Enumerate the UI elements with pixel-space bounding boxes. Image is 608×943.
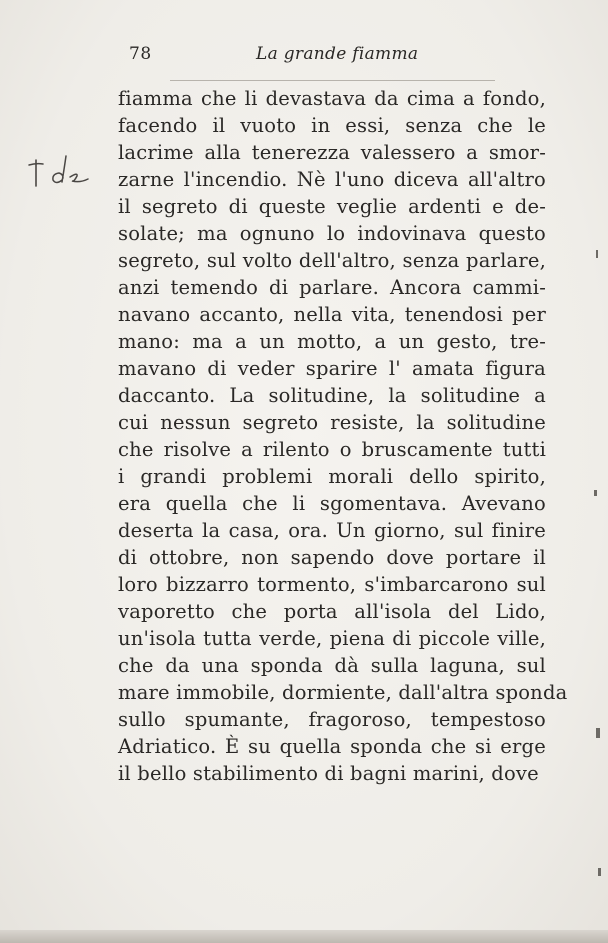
edge-mark — [596, 728, 600, 738]
text-line-19: loro bizzarro tormento, s'imbarcarono sul — [118, 573, 546, 596]
text-line-13: cui nessun segreto resiste, la solitudine — [118, 411, 546, 434]
text-line-9: navano accanto, nella vita, tenendosi per — [118, 303, 546, 326]
text-line-8: anzi temendo di parlare. Ancora cammi- — [118, 276, 546, 299]
handwriting-drawing — [26, 152, 96, 192]
text-line-6: solate; ma ognuno lo indovinava questo — [118, 222, 546, 245]
text-line-16: era quella che li sgomentava. Avevano — [118, 492, 546, 515]
page-number: 78 — [129, 44, 152, 64]
text-line-21: un'isola tutta verde, piena di piccole ville, — [118, 627, 546, 650]
text-line-18: di ottobre, non sapendo dove portare il — [118, 546, 546, 569]
text-line-12: daccanto. La solitudine, la solitudine a — [118, 384, 546, 407]
text-line-5: il segreto di queste veglie ardenti e de- — [118, 195, 546, 218]
text-line-10: mano: ma a un motto, a un gesto, tre- — [118, 330, 546, 353]
text-line-25: Adriatico. È su quella sponda che si erge — [118, 735, 546, 758]
text-line-17: deserta la casa, ora. Un giorno, sul finire — [118, 519, 546, 542]
text-line-22: che da una sponda dà sulla laguna, sul — [118, 654, 546, 677]
text-line-20: vaporetto che porta all'isola del Lido, — [118, 600, 546, 623]
text-line-24: sullo spumante, fragoroso, tempestoso — [118, 708, 546, 731]
text-line-11: mavano di veder sparire l' amata figura — [118, 357, 546, 380]
handwritten-margin-note — [26, 152, 96, 192]
text-line-26: il bello stabilimento di bagni marini, dove — [118, 762, 539, 785]
text-line-1: fiamma che li devastava da cima a fondo, — [118, 87, 546, 110]
text-line-15: i grandi problemi morali dello spirito, — [118, 465, 546, 488]
page-bottom-edge — [0, 930, 608, 943]
running-title: La grande fiamma — [256, 44, 419, 64]
text-line-4: zarne l'incendio. Nè l'uno diceva all'altro — [118, 168, 546, 191]
edge-mark — [596, 250, 598, 258]
edge-mark — [598, 868, 601, 876]
text-line-2: facendo il vuoto in essi, senza che le — [118, 114, 546, 137]
body-text — [118, 85, 568, 787]
edge-mark — [594, 490, 597, 496]
text-line-7: segreto, sul volto dell'altro, senza parlare, — [118, 249, 546, 272]
text-line-3: lacrime alla tenerezza valessero a smor- — [118, 141, 546, 164]
header-rule — [170, 80, 495, 81]
text-line-23: mare immobile, dormiente, dall'altra sponda — [118, 681, 568, 704]
text-line-14: che risolve a rilento o bruscamente tutti — [118, 438, 546, 461]
